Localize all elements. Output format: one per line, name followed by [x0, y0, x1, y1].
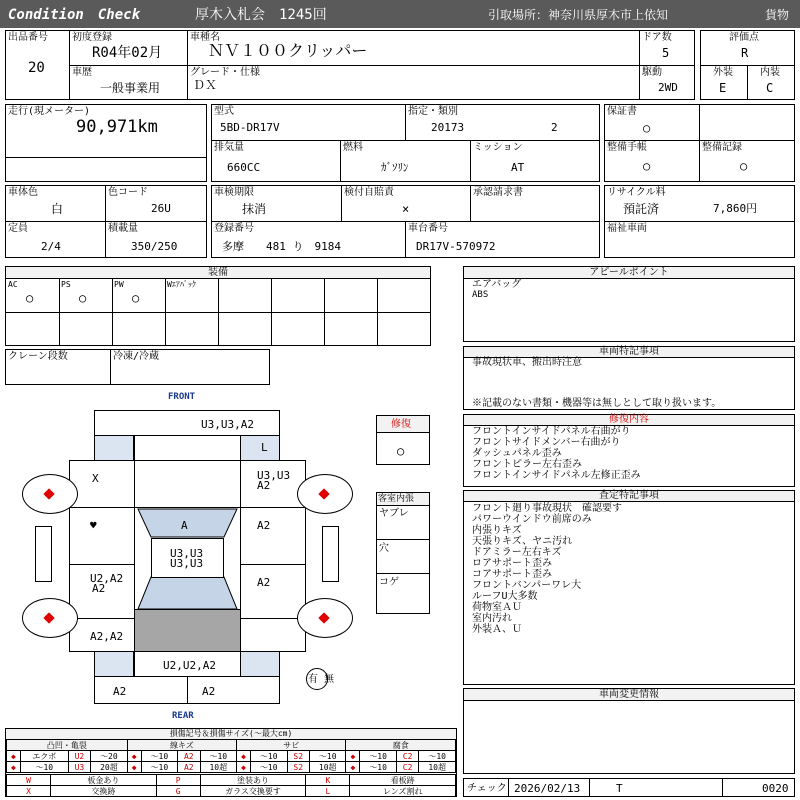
inspection-note-line: 天張りキズ、ヤニ汚れ [472, 536, 573, 547]
records-box [699, 140, 795, 182]
capacity-value: 2/4 [41, 240, 61, 253]
manual-label: 整備手帳 [607, 142, 647, 153]
designation-box [405, 104, 600, 141]
inspection-note-line: ロアサポート歪み [472, 558, 552, 569]
inspection-notes-box [463, 490, 795, 685]
warranty-box [604, 104, 795, 141]
welfare-box [604, 221, 795, 258]
first-reg-box [69, 30, 188, 66]
inspection-note-line: ドアミラー左右キズ [472, 547, 562, 558]
first-reg-value: R04年02月 [92, 45, 163, 61]
ext-box [700, 65, 748, 100]
classification-value: 2 [551, 121, 558, 134]
part-left-rear-door: U2,A2 A2 [69, 564, 135, 619]
manual-value: ○ [643, 159, 651, 173]
inspection-note-line: 室内汚れ [472, 613, 512, 624]
int-label: 内装 [760, 67, 780, 78]
warranty-value: ○ [643, 121, 651, 135]
part-roof: U3,U3 U3,U3 [151, 538, 224, 578]
chassis-box [405, 221, 600, 258]
displacement-label: 排気量 [214, 142, 244, 153]
model-box [211, 104, 406, 141]
check-row [463, 778, 795, 797]
equip-ac-label: AC [8, 280, 18, 289]
special-title: 車両特記事項 [464, 347, 794, 358]
inspection-box [211, 185, 342, 222]
wheel-rear-left [22, 598, 78, 638]
records-label: 整備記録 [702, 142, 742, 153]
part-right-rear-quarter [240, 618, 306, 652]
grade-score-box [700, 30, 795, 66]
reg-no-box [211, 221, 406, 258]
load-value: 350/250 [131, 240, 178, 253]
equip-ps-value: ○ [79, 291, 87, 305]
wheel-front-left [22, 474, 78, 514]
repair-line: フロントピラー左右歪み [472, 459, 582, 470]
pickup-location: 引取場所：神奈川県厚木市上依知 [488, 8, 669, 22]
repair-content-box [463, 414, 795, 487]
load-label: 積載量 [108, 223, 138, 234]
lot-number: 20 [28, 60, 45, 76]
inspection-note-line: フロント廻り事故現状 確認要す [472, 503, 622, 514]
insurance-label: 検付自賠責 [344, 187, 394, 198]
approval-box [470, 185, 600, 222]
special-note: ※記載のない書類・機器等は無しとして取り扱います。 [472, 398, 722, 409]
check-code: T [616, 782, 623, 795]
equip-airbag-label: Wｴｱﾊﾞｯｸ [167, 280, 196, 289]
fridge-label: 冷凍/冷蔵 [113, 351, 160, 362]
sheet-title: Condition Check [8, 7, 141, 23]
front-label: FRONT [168, 392, 196, 402]
inspection-value: 抹消 [242, 202, 267, 216]
recycle-label: リサイクル料 [607, 187, 666, 198]
part-right-front-fender: U3,U3 A2 [240, 460, 306, 508]
color-code-value: 26U [151, 202, 171, 215]
grade-value: ＤＸ [193, 78, 218, 92]
grade-score-label: 評価点 [729, 32, 759, 43]
changes-box [463, 688, 795, 774]
recycle-fee: 7,860円 [713, 202, 758, 215]
color-label: 車体色 [8, 187, 38, 198]
part-front-bumper: U3,U3,A2 [94, 410, 280, 436]
mission-box [470, 140, 600, 182]
wheel-front-right [297, 474, 353, 514]
interior-box [376, 492, 430, 614]
mileage-value: 90,971km [76, 117, 158, 137]
inspection-note-line: コアサポート歪み [472, 569, 552, 580]
fuel-value: ｶﾞｿﾘﾝ [381, 161, 409, 174]
part-hood-front [134, 435, 241, 461]
part-front-left-corner [94, 435, 134, 461]
inspection-note-line: 荷物室ＡＵ [472, 602, 522, 613]
legend-title: 損傷記号＆損傷サイズ(～最大cm) [6, 729, 456, 740]
displacement-value: 660CC [227, 161, 261, 174]
crane-label: クレーン段数 [8, 351, 68, 362]
appeal-box [463, 266, 795, 342]
inspection-note-line: パワーウインドウ前席のみ [472, 514, 592, 525]
part-rear-cargo [134, 609, 241, 652]
equip-ps-label: PS [61, 280, 71, 289]
lot-box [5, 30, 70, 100]
part-rear-bumper-left: A2 [94, 676, 188, 704]
lot-label: 出品番号 [8, 32, 48, 43]
approval-label: 承認請求書 [473, 187, 523, 198]
part-rear-right-corner [240, 651, 280, 677]
color-box [5, 185, 106, 222]
changes-title: 車両変更情報 [464, 689, 794, 701]
displacement-box [211, 140, 341, 182]
interior-item-hole: 穴 [379, 543, 389, 554]
interior-title: 客室内張 [378, 494, 415, 504]
repair-line: フロントインサイドパネル右曲がり [472, 426, 631, 437]
ext-label: 外装 [713, 67, 733, 78]
history-label: 車歴 [72, 67, 92, 78]
manual-box [604, 140, 700, 182]
fridge-box [110, 349, 270, 385]
header-bar [0, 0, 800, 28]
left-mirror [35, 526, 52, 582]
int-box [747, 65, 795, 100]
first-reg-label: 初度登録 [72, 32, 112, 43]
part-left-rear-quarter: A2,A2 [69, 618, 135, 652]
repair-label: 修復 [391, 419, 411, 430]
doors-label: ドア数 [642, 32, 672, 43]
doors-box [639, 30, 695, 66]
appeal-line: エアバッグ [472, 279, 522, 290]
repair-line: フロントサイドメンバー右曲がり [472, 437, 621, 448]
model-value: 5BD-DR17V [220, 121, 280, 134]
legend-box [5, 728, 457, 797]
part-rear-bumper-right: A2 [187, 676, 280, 704]
capacity-label: 定員 [8, 223, 28, 234]
appeal-line: ABS [472, 290, 489, 300]
inspection-label: 車検期限 [214, 187, 254, 198]
repair-box [376, 415, 430, 465]
grade-score-value: R [741, 46, 749, 60]
reg-no-value: 多摩 481 り 9184 [222, 240, 341, 253]
drive-box [639, 65, 695, 100]
inspection-note-line: フロントバンパーワレ大 [472, 580, 582, 591]
part-right-rear-door: A2 [240, 564, 306, 619]
insurance-value: × [402, 202, 410, 216]
crane-box [5, 349, 111, 385]
part-windshield-mark: A [181, 519, 188, 532]
repair-line: フロントインサイドパネル左修正歪み [472, 470, 641, 481]
fuel-box [340, 140, 471, 182]
model-label: 型式 [214, 106, 234, 117]
vehicle-category: 貨物 [765, 8, 790, 22]
check-number: 0020 [762, 782, 789, 795]
load-box [105, 221, 207, 258]
car-name-label: 車種名 [190, 32, 220, 43]
fuel-label: 燃料 [343, 142, 363, 153]
inspection-note-line: 外装Ａ、Ｕ [472, 624, 522, 635]
interior-item-burn: コゲ [379, 577, 399, 588]
recycle-box [604, 185, 795, 222]
legend-damage-table: 凸凹・亀裂 線キズ サビ 腐食 ◆ エクボ U2 ～20 ◆ ～10 A2 ～10 ◆ ～10 S2 ～10 ◆ ～10 C2 ～10 ◆ ～10 U3 20超 ◆ ～10 A2 10超 ◆ ～10 S2 10超 ◆ ～10 C2 10超 [6, 739, 456, 773]
appeal-title: アピールポイント [464, 267, 794, 279]
repair-content-title: 修復内容 [464, 415, 794, 426]
rear-label: REAR [172, 711, 194, 721]
special-box [463, 346, 795, 410]
spare-tire: 有 無 [296, 666, 336, 694]
wheel-rear-right [297, 598, 353, 638]
part-rear-left-corner [94, 651, 134, 677]
doors-value: 5 [662, 46, 670, 60]
color-code-label: 色コード [108, 187, 148, 198]
drive-value: 2WD [658, 81, 678, 94]
records-value: ○ [740, 159, 748, 173]
check-label: チェック [467, 783, 507, 794]
history-box [69, 65, 188, 100]
part-front-right-corner: L [240, 435, 280, 461]
right-mirror [322, 526, 339, 582]
designation-value: 20173 [431, 121, 465, 134]
color-code-box [105, 185, 207, 222]
welfare-label: 福祉車両 [607, 223, 647, 234]
special-line: 事故現状車、搬出時注意 [472, 357, 582, 368]
inspection-notes-title: 査定特記事項 [464, 491, 794, 502]
part-left-front-door: ♥ [69, 507, 135, 565]
part-left-front-fender: X [69, 460, 135, 508]
recycle-status: 預託済 [623, 202, 660, 216]
insurance-box [341, 185, 471, 222]
grade-box [187, 65, 640, 100]
part-rear-gate: U2,U2,A2 [134, 651, 241, 677]
chassis-value: DR17V-570972 [416, 240, 496, 253]
capacity-box [5, 221, 106, 258]
history-value: 一般事業用 [100, 81, 161, 95]
ext-value: E [719, 81, 727, 95]
part-hood [134, 460, 241, 508]
inspection-note-line: ルーフU大多数 [472, 591, 538, 602]
repair-line: ダッシュパネル歪み [472, 448, 562, 459]
repair-value: ○ [397, 444, 405, 458]
auction-name: 厚木入札会 1245回 [195, 7, 327, 23]
color-value: 白 [51, 202, 64, 216]
mileage-label: 走行(現メーター) [8, 106, 91, 117]
mission-label: ミッション [473, 142, 523, 153]
warranty-label: 保証書 [607, 106, 637, 117]
int-value: C [766, 81, 774, 95]
chassis-label: 車台番号 [408, 223, 448, 234]
designation-label: 指定・類別 [408, 106, 458, 117]
car-diagram [0, 388, 376, 723]
drive-label: 駆動 [642, 67, 662, 78]
inspection-note-line: 内張りキズ [472, 525, 522, 536]
check-date: 2026/02/13 [514, 782, 581, 795]
part-right-front-door: A2 [240, 507, 306, 565]
mileage-box [5, 104, 207, 182]
legend-symbol-table: W 板金あり P 塗装あり K 看板跡 X 交換跡 G ガラス交換要す L レンズ割れ [6, 774, 456, 797]
car-name-value: ＮＶ１００クリッパー [208, 41, 368, 60]
equip-ac-value: ○ [26, 291, 34, 305]
interior-item-tear: ヤブレ [379, 508, 409, 519]
equipment-title: 装備 [6, 267, 430, 279]
equip-pw-label: PW [114, 280, 124, 289]
grade-label: グレード・仕様 [190, 67, 260, 78]
reg-no-label: 登録番号 [214, 223, 254, 234]
mission-value: AT [511, 161, 525, 174]
car-name-box [187, 30, 640, 66]
equip-pw-value: ○ [132, 291, 140, 305]
equipment-box [5, 266, 431, 346]
